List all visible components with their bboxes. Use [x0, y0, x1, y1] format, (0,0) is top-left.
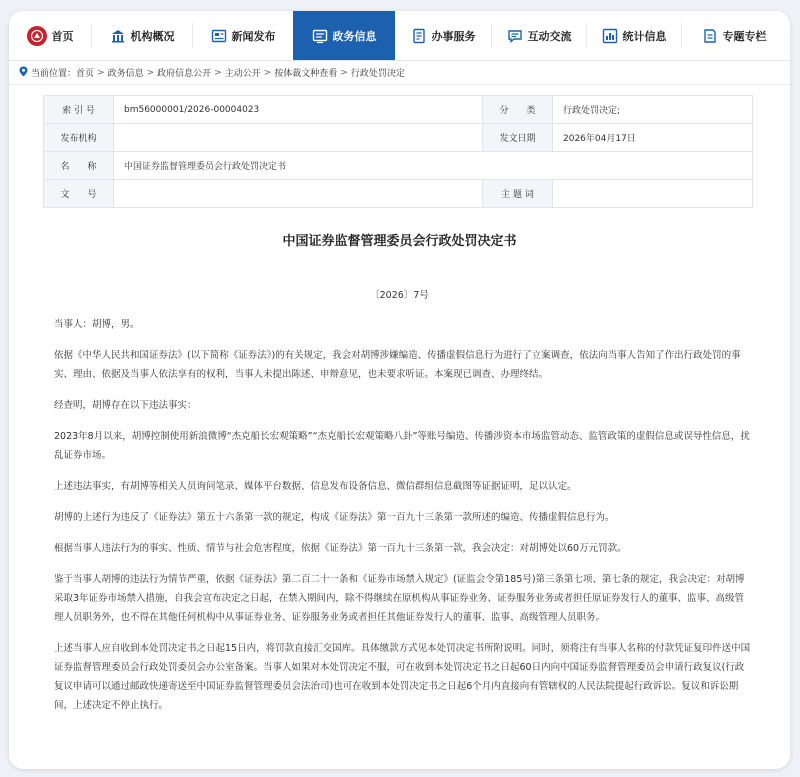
nav-topic-label: 专题专栏 — [722, 29, 767, 43]
meta-row — [44, 180, 753, 208]
breadcrumb-prefix: 当前位置： — [31, 69, 77, 79]
category-label: 分 类 — [483, 96, 553, 124]
nav-gov-info[interactable] — [293, 11, 395, 60]
nav-service[interactable] — [395, 11, 491, 60]
date-value: 2026年04月17日 — [553, 124, 753, 152]
document-number: 〔2026〕7号 — [370, 290, 429, 301]
location-pin-icon — [19, 66, 28, 80]
nav-service-label: 办事服务 — [431, 29, 476, 43]
market-ban-paragraph: 鉴于当事人胡博的违法行为情节严重，依据《证券法》第二百二十一条和《证券市场禁入规定》(证监会令第185号)第三条第七项、第七条的规定，我会决定：对胡博采取3年证券市场禁入措施，自我会宣布决定之日起，在禁入期间内，除不得继续在原机构从事证券业务、证券服务业务或者担任原证券发行人的董事、监事、高级管理人员职务外，也不得在其他任何机构中从事证券业务、证券服务业务或者担任其他证券发行人的董事、监事、高级管理人员职务。 — [54, 574, 745, 623]
nav-home[interactable] — [9, 11, 91, 60]
nav-interact-label: 互动交流 — [527, 29, 572, 43]
nav-interact[interactable] — [492, 11, 586, 60]
document-meta-table — [43, 95, 753, 208]
news-icon — [211, 28, 227, 44]
publisher-label: 发布机构 — [44, 124, 114, 152]
index-label: 索 引 号 — [44, 96, 114, 124]
main-nav — [9, 11, 790, 61]
nav-gov-info-label: 政务信息 — [332, 29, 377, 43]
breadcrumb-item-gov-info[interactable]: 政务信息 — [107, 69, 144, 79]
institution-icon — [110, 28, 126, 44]
gov-info-icon — [312, 28, 328, 44]
chat-icon — [507, 28, 523, 44]
stats-icon — [602, 28, 618, 44]
publisher-value — [114, 124, 483, 152]
subject-value — [553, 180, 753, 208]
subject-label: 主 题 词 — [483, 180, 553, 208]
party-paragraph: 当事人：胡博，男。 — [54, 319, 140, 330]
name-label: 名 称 — [44, 152, 114, 180]
breadcrumb-item-home[interactable]: 首页 — [76, 69, 95, 79]
docno-value — [114, 180, 483, 208]
nav-topic[interactable] — [682, 11, 786, 60]
breadcrumb: 当前位置： 首页 > 政务信息 > 政府信息公开 > 主动公开 > 按体裁文种查看 > 行政处罚决定 — [9, 61, 790, 85]
nav-stats[interactable] — [587, 11, 681, 60]
breadcrumb-item-disclosure[interactable]: 政府信息公开 — [157, 69, 212, 79]
payment-appeal-paragraph: 上述当事人应自收到本处罚决定书之日起15日内，将罚款直接汇交国库。具体缴款方式见本处罚决定书所附说明。同时，须将注有当事人名称的付款凭证复印件送中国证券监督管理委员会行政处罚委员会办公室备案。当事人如果对本处罚决定不服，可在收到本处罚决定书之日起60日内向中国证券监督管理委员会申请行政复议(行政复议申请可以通过邮政快递寄送至中国证券监督管理委员会法治司)也可在收到本处罚决定书之日起6个月内直接向有管辖权的人民法院提起行政诉讼。复议和诉讼期间，上述决定不停止执行。 — [54, 643, 751, 711]
breadcrumb-item-active-disclosure[interactable]: 主动公开 — [224, 69, 261, 79]
date-label: 发文日期 — [483, 124, 553, 152]
meta-row — [44, 152, 753, 180]
category-value: 行政处罚决定; — [553, 96, 753, 124]
evidence-paragraph: 上述违法事实，有胡博等相关人员询问笔录、媒体平台数据、信息发布设备信息、微信群组信息截图等证据证明，足以认定。 — [54, 481, 577, 492]
topic-icon — [702, 28, 718, 44]
index-value: bm56000001/2026-00004023 — [114, 96, 483, 124]
meta-row — [44, 96, 753, 124]
name-value: 中国证券监督管理委员会行政处罚决定书 — [114, 152, 753, 180]
nav-institution-label: 机构概况 — [130, 29, 175, 43]
document-title: 中国证券监督管理委员会行政处罚决定书 — [282, 234, 517, 249]
browser-page — [9, 11, 790, 769]
facts-paragraph: 2023年8月以来，胡博控制使用新浪微博“杰克船长宏观策略”“杰克船长宏观策略八卦”等账号编造、传播涉资本市场监管动态、监管政策的虚假信息或误导性信息，扰乱证券市场。 — [54, 431, 750, 461]
nav-institution[interactable] — [92, 11, 192, 60]
nav-home-label: 首页 — [51, 29, 74, 43]
home-logo-icon — [27, 26, 47, 46]
facts-intro-paragraph: 经查明，胡博存在以下违法事实： — [54, 400, 197, 411]
service-icon — [411, 28, 427, 44]
breadcrumb-item-by-genre[interactable]: 按体裁文种查看 — [274, 69, 338, 79]
docno-label: 文 号 — [44, 180, 114, 208]
penalty-paragraph: 根据当事人违法行为的事实、性质、情节与社会危害程度，依据《证券法》第一百九十三条第一款，我会决定：对胡博处以60万元罚款。 — [54, 543, 627, 554]
basis-paragraph: 依据《中华人民共和国证券法》(以下简称《证券法》)的有关规定，我会对胡博涉嫌编造、传播虚假信息行为进行了立案调查，依法向当事人告知了作出行政处罚的事实、理由、依据及当事人依法享有的权利，当事人未提出陈述、申辩意见，也未要求听证。本案现已调查、办理终结。 — [54, 350, 741, 380]
breadcrumb-item-penalty[interactable]: 行政处罚决定 — [350, 69, 405, 79]
nav-news[interactable] — [193, 11, 293, 60]
nav-news-label: 新闻发布 — [231, 29, 276, 43]
violation-paragraph: 胡博的上述行为违反了《证券法》第五十六条第一款的规定，构成《证券法》第一百九十三条第一款所述的编造、传播虚假信息行为。 — [54, 512, 615, 523]
nav-stats-label: 统计信息 — [622, 29, 667, 43]
meta-row — [44, 124, 753, 152]
